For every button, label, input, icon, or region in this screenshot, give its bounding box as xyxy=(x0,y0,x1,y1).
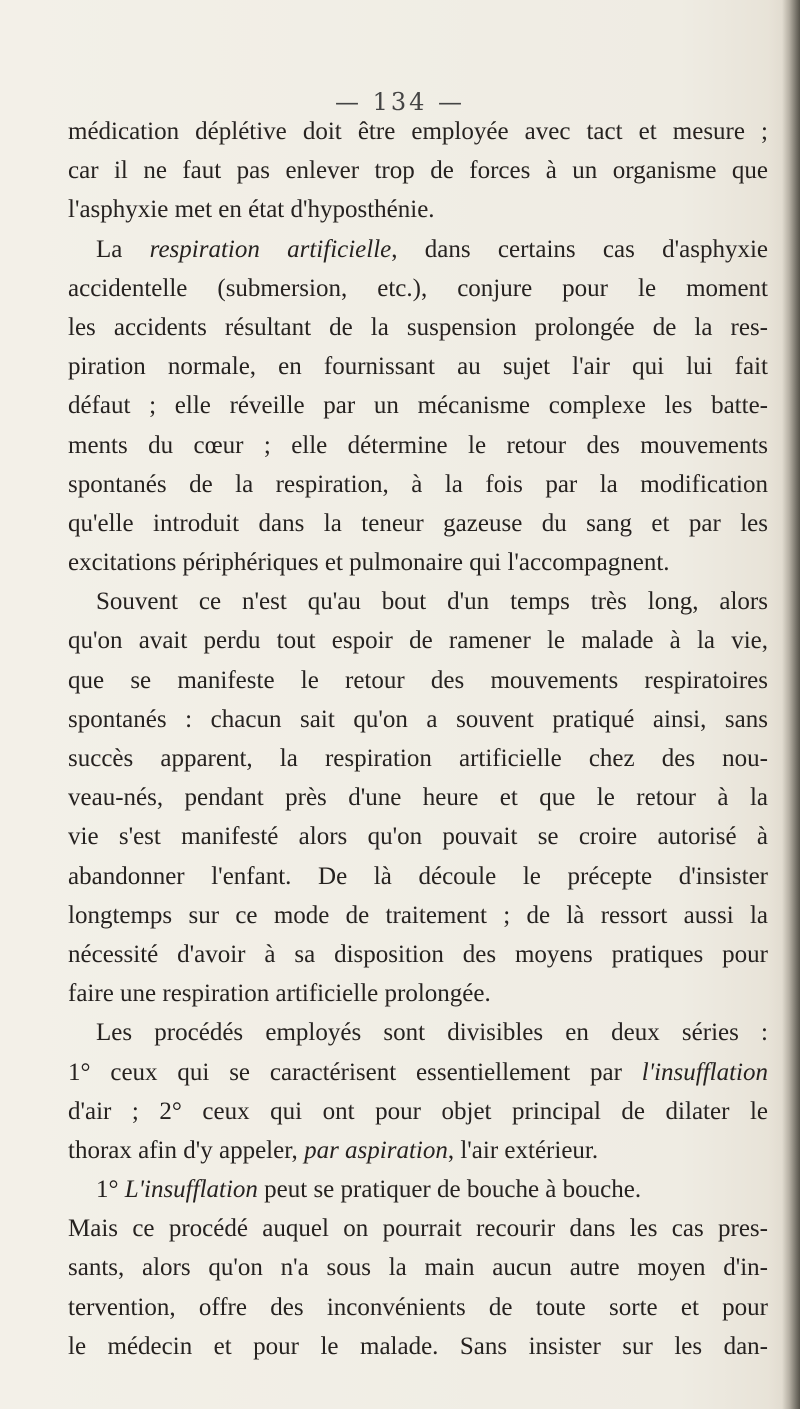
text-line: qu'on avait perdu tout espoir de ramener le malade à la vie, xyxy=(68,627,768,655)
text-line: faire une respiration artificielle prolongée. xyxy=(68,980,491,1008)
body-text xyxy=(68,112,768,1366)
text-line: nécessité d'avoir à sa disposition des moyens pratiques pour xyxy=(68,940,768,968)
text-line: thorax afin d'y appeler, par aspiration, l'air extérieur. xyxy=(68,1136,599,1164)
page-number: — 134 — xyxy=(334,88,466,116)
text-line: ments du cœur ; elle détermine le retour des mouvements xyxy=(68,431,768,459)
text-line: sants, alors qu'on n'a sous la main aucun autre moyen d'in- xyxy=(68,1254,768,1282)
text-line: que se manifeste le retour des mouvements respiratoires xyxy=(68,666,768,694)
text-line: 1° ceux qui se caractérisent essentiellement par l'insufflation xyxy=(68,1058,768,1086)
page-edge-shadow xyxy=(782,0,800,1409)
text-line: d'air ; 2° ceux qui ont pour objet principal de dilater le xyxy=(68,1097,768,1125)
text-line: car il ne faut pas enlever trop de forces à un organisme que xyxy=(68,157,768,185)
text-line: veau-nés, pendant près d'une heure et que le retour à la xyxy=(68,784,768,812)
text-line: Mais ce procédé auquel on pourrait recourir dans les cas pres- xyxy=(68,1215,768,1243)
text-line: piration normale, en fournissant au sujet l'air qui lui fait xyxy=(68,353,768,381)
text-line: spontanés : chacun sait qu'on a souvent pratiqué ainsi, sans xyxy=(68,705,768,733)
text-line: défaut ; elle réveille par un mécanisme complexe les batte- xyxy=(68,392,768,420)
text-line: le médecin et pour le malade. Sans insister sur les dan- xyxy=(68,1332,768,1360)
text-line: les accidents résultant de la suspension prolongée de la res- xyxy=(68,313,768,341)
text-line: vie s'est manifesté alors qu'on pouvait se croire autorisé à xyxy=(68,823,768,851)
text-line: spontanés de la respiration, à la fois par la modification xyxy=(68,470,768,498)
text-line: tervention, offre des inconvénients de toute sorte et pour xyxy=(68,1293,768,1321)
text-line: Les procédés employés sont divisibles en deux séries : xyxy=(96,1019,768,1047)
text-line: l'asphyxie met en état d'hyposthénie. xyxy=(68,196,435,224)
text-line: longtemps sur ce mode de traitement ; de là ressort aussi la xyxy=(68,901,768,929)
text-line: 1° L'insufflation peut se pratiquer de bouche à bouche. xyxy=(96,1176,642,1204)
text-line: Souvent ce n'est qu'au bout d'un temps très long, alors xyxy=(96,588,768,616)
text-line: médication déplétive doit être employée avec tact et mesure ; xyxy=(68,118,768,145)
text-line: La respiration artificielle, dans certains cas d'asphyxie xyxy=(96,235,768,263)
text-line: succès apparent, la respiration artificielle chez des nou- xyxy=(68,745,768,772)
text-line: excitations périphériques et pulmonaire qui l'accompagnent. xyxy=(68,549,670,577)
text-line: abandonner l'enfant. De là découle le précepte d'insister xyxy=(68,862,768,890)
text-line: accidentelle (submersion, etc.), conjure pour le moment xyxy=(68,274,768,302)
text-line: qu'elle introduit dans la teneur gazeuse du sang et par les xyxy=(68,509,768,537)
